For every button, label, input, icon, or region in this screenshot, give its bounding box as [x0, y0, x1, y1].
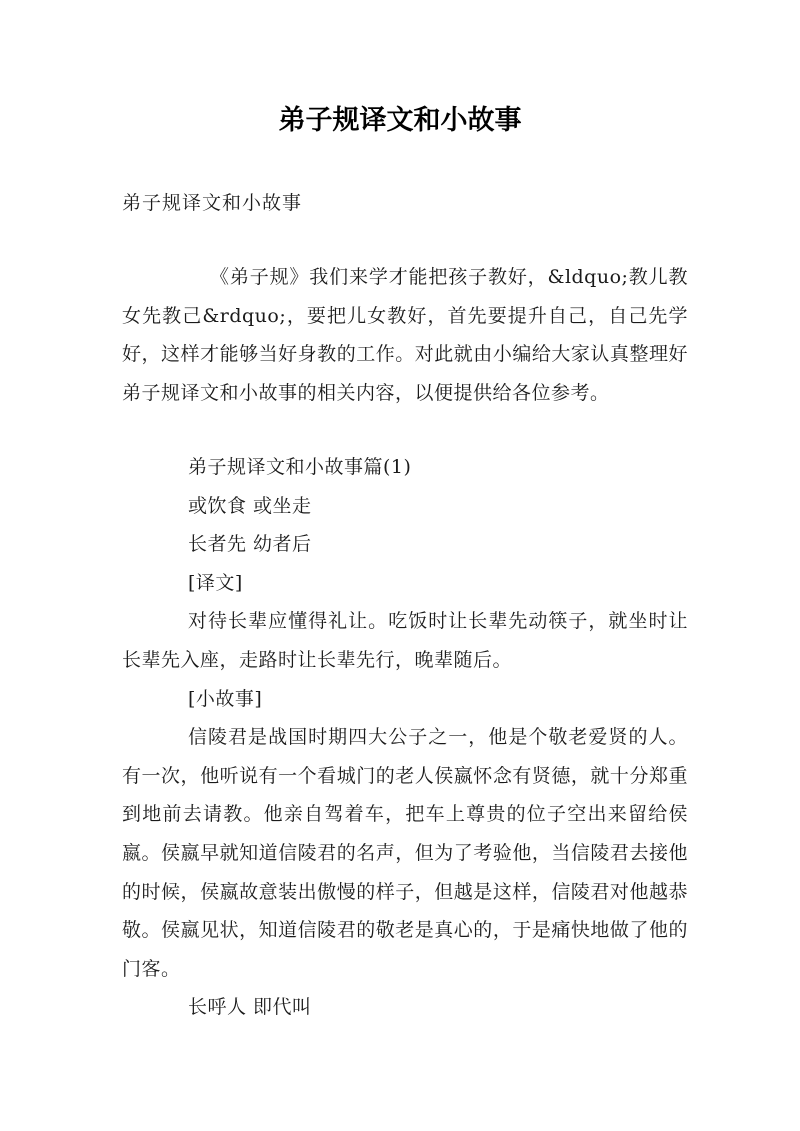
translation-paragraph: 对待长辈应懂得礼让。吃饭时让长辈先动筷子，就坐时让长辈先入座，走路时让长辈先行，晚辈随后。: [122, 610, 688, 671]
intro-paragraph: 《弟子规》我们来学才能把孩子教好，&ldquo;教儿教女先教己&rdquo;，要把儿女教好，首先要提升自己，自己先学好，这样才能够当好身教的工作。对此就由小编给大家认真整理好弟子规译文和小故事的相关内容，以便提供给各位参考。: [122, 266, 688, 404]
story-label: [小故事]: [188, 687, 263, 710]
verse-line: 或饮食 或坐走: [188, 494, 312, 517]
story-paragraph: 信陵君是战国时期四大公子之一，他是个敬老爱贤的人。有一次，他听说有一个看城门的老人侯嬴怀念有贤德，就十分郑重到地前去请教。他亲自驾着车，把车上尊贵的位子空出来留给侯嬴。侯嬴早就知道信陵君的名声，但为了考验他，当信陵君去接他的时候，侯嬴故意装出傲慢的样子，但越是这样，信陵君对他越恭敬。侯嬴见状，知道信陵君的敬老是真心的，于是痛快地做了他的门客。: [122, 726, 688, 980]
verse-line: 长者先 幼者后: [188, 533, 312, 556]
document-subtitle: 弟子规译文和小故事: [122, 192, 303, 214]
verse-line: 长呼人 即代叫: [188, 996, 312, 1019]
translation-label: [译文]: [188, 571, 243, 594]
section-heading: 弟子规译文和小故事篇(1): [188, 456, 412, 478]
document-title: 弟子规译文和小故事: [278, 105, 522, 136]
body-content: [122, 448, 688, 1027]
